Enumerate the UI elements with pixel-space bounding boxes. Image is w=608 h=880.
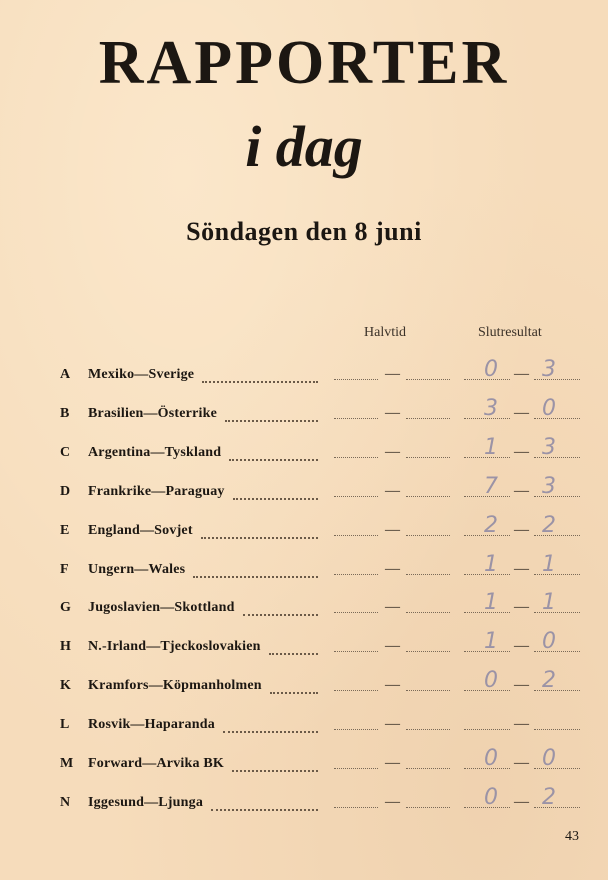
final-away-score: 3 (542, 357, 556, 382)
final-away-line (534, 495, 580, 497)
halftime-separator: — (385, 793, 400, 810)
final-home-score: 1 (484, 551, 498, 577)
table-row (0, 629, 608, 662)
final-home-score: 3 (484, 395, 498, 421)
final-away-score: 0 (542, 395, 556, 421)
final-separator: — (514, 638, 529, 655)
match-name: Mexiko—Sverige (88, 367, 195, 382)
final-away-line (534, 573, 580, 575)
row-letter: C (60, 444, 71, 460)
row-letter: N (60, 794, 71, 810)
final-away-line (534, 767, 580, 769)
final-away-line (534, 728, 580, 730)
halftime-separator: — (385, 638, 400, 655)
halftime-home-line (334, 767, 378, 769)
dot-leader (269, 651, 318, 655)
final-separator: — (514, 677, 529, 694)
final-separator: — (514, 716, 529, 733)
row-letter: D (60, 483, 71, 499)
final-away-line (534, 378, 580, 380)
final-separator: — (514, 366, 529, 382)
table-row (0, 784, 608, 818)
halftime-home-line (334, 456, 378, 458)
final-home-score: 1 (484, 590, 498, 616)
page-subtitle: i dag (245, 114, 363, 179)
halftime-away-line (406, 456, 450, 458)
halftime-away-line (406, 534, 450, 536)
match-name: Forward—Arvika BK (88, 756, 225, 771)
final-away-score: 1 (542, 590, 556, 616)
final-separator: — (514, 793, 529, 810)
table-row (0, 473, 608, 507)
halftime-away-line (406, 650, 450, 652)
final-separator: — (514, 521, 529, 538)
final-home-score: 1 (484, 629, 498, 655)
halftime-away-line (406, 495, 450, 497)
halftime-home-line (334, 689, 378, 691)
match-name: Kramfors—Köpmanholmen (88, 678, 262, 694)
halftime-separator: — (385, 599, 400, 616)
halftime-separator: — (385, 521, 400, 538)
row-letter: E (60, 522, 70, 538)
halftime-home-line (334, 611, 378, 613)
dot-leader (232, 768, 318, 772)
final-home-score: 2 (484, 512, 498, 538)
row-letter: B (60, 405, 70, 421)
row-letter: A (60, 367, 71, 382)
final-away-score: 0 (542, 629, 556, 655)
dot-leader (202, 379, 318, 383)
match-name: Iggesund—Ljunga (88, 794, 204, 810)
final-separator: — (514, 599, 529, 616)
page-title: RAPPORTER (98, 29, 510, 97)
final-away-line (534, 650, 580, 652)
final-home-score: 7 (484, 473, 498, 499)
halftime-separator: — (385, 677, 400, 694)
final-home-score: 0 (484, 357, 498, 382)
match-name: Jugoslavien—Skottland (88, 600, 235, 616)
final-home-score: 0 (484, 668, 498, 694)
row-letter: K (60, 678, 71, 694)
halftime-separator: — (385, 443, 400, 460)
final-separator: — (514, 443, 529, 460)
match-name: Brasilien—Österrike (88, 405, 218, 421)
halftime-away-line (406, 689, 450, 691)
final-home-score: 0 (484, 746, 498, 771)
halftime-away-line (406, 611, 450, 613)
halftime-separator: — (385, 404, 400, 421)
final-home-score: 1 (484, 434, 498, 460)
final-separator: — (514, 755, 529, 771)
halftime-separator: — (385, 366, 400, 382)
halftime-home-line (334, 573, 378, 575)
final-away-score: 3 (542, 434, 556, 460)
table-row (0, 512, 608, 546)
final-away-score: 2 (542, 668, 556, 694)
match-name: Argentina—Tyskland (88, 444, 222, 460)
halftime-home-line (334, 495, 378, 497)
date-heading: Söndagen den 8 juni (186, 217, 422, 246)
final-away-score: 2 (542, 784, 556, 810)
row-letter: H (60, 639, 71, 655)
table-row (0, 395, 608, 429)
final-away-score: 3 (542, 473, 556, 499)
final-home-line (464, 728, 510, 730)
table-row (0, 551, 608, 585)
final-separator: — (514, 404, 529, 421)
halftime-home-line (334, 806, 378, 808)
final-away-line (534, 456, 580, 458)
halftime-away-line (406, 728, 450, 730)
dot-leader (223, 729, 318, 733)
dot-leader (233, 496, 318, 500)
halftime-separator: — (385, 755, 400, 771)
halftime-away-line (406, 378, 450, 380)
dot-leader (270, 690, 318, 694)
halftime-home-line (334, 378, 378, 380)
match-name: England—Sovjet (88, 522, 193, 538)
row-letter: F (60, 561, 69, 577)
dot-leader (243, 612, 318, 616)
halftime-away-line (406, 806, 450, 808)
halftime-home-line (334, 417, 378, 419)
dot-leader (201, 535, 318, 539)
match-name: Ungern—Wales (88, 561, 186, 577)
dot-leader (225, 418, 318, 422)
final-home-score: 0 (484, 784, 498, 810)
halftime-away-line (406, 417, 450, 419)
halftime-separator: — (385, 716, 400, 733)
table-row (0, 590, 608, 623)
column-header-final: Slutresultat (478, 325, 542, 340)
final-away-line (534, 417, 580, 419)
match-name: Rosvik—Haparanda (88, 717, 215, 733)
row-letter: M (60, 756, 74, 771)
row-letter: G (60, 600, 71, 616)
column-header-halftime: Halvtid (364, 325, 406, 340)
final-away-line (534, 611, 580, 613)
match-name: Frankrike—Paraguay (88, 483, 225, 499)
final-separator: — (514, 482, 529, 499)
table-row (0, 710, 608, 740)
halftime-separator: — (385, 482, 400, 499)
dot-leader (211, 807, 318, 811)
dot-leader (229, 457, 318, 461)
row-letter: L (60, 717, 70, 733)
halftime-home-line (334, 650, 378, 652)
final-away-line (534, 534, 580, 536)
final-away-score: 2 (542, 512, 556, 538)
dot-leader (193, 574, 318, 578)
final-away-line (534, 806, 580, 808)
final-separator: — (514, 560, 529, 577)
match-name: N.-Irland—Tjeckoslovakien (88, 639, 261, 655)
final-away-line (534, 689, 580, 691)
halftime-separator: — (385, 560, 400, 577)
halftime-home-line (334, 534, 378, 536)
table-row (0, 434, 608, 468)
final-away-score: 1 (542, 551, 556, 577)
halftime-away-line (406, 767, 450, 769)
table-row (0, 746, 608, 779)
page-number: 43 (565, 829, 579, 844)
table-row (0, 668, 608, 701)
halftime-home-line (334, 728, 378, 730)
final-away-score: 0 (542, 746, 556, 771)
halftime-away-line (406, 573, 450, 575)
table-row (0, 357, 608, 390)
